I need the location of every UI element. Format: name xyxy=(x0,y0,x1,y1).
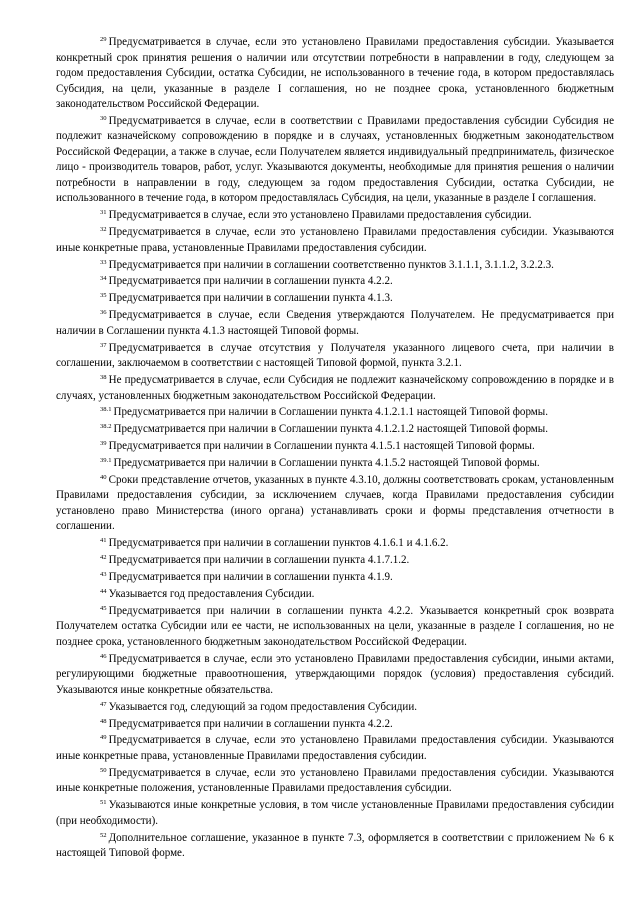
footnote-47 xyxy=(56,700,614,716)
footnote-text: Предусматривается в случае, если это установлено Правилами предоставления субсидии. Указываются иные конкретные положения, установленные Правилами предоставления субсидии. xyxy=(56,766,614,795)
footnote-37 xyxy=(56,341,614,372)
footnote-text: Предусматривается при наличии в соглашении пункта 4.1.7.1.2. xyxy=(108,554,410,567)
footnote-marker: 32 xyxy=(100,226,107,234)
footnote-text: Предусматривается при наличии в Соглашении пункта 4.1.5.1 настоящей Типовой формы. xyxy=(108,440,535,453)
footnote-marker: 49 xyxy=(100,734,107,742)
footnote-text: Предусматривается в случае, если Сведения утверждаются Получателем. Не предусматривается при наличии в Соглашении пункта 4.1.3 настоящей Типовой формы. xyxy=(56,309,614,337)
footnote-text: Предусматривается в случае, если это установлено Правилами предоставления субсидии. xyxy=(108,209,532,222)
footnote-text: Предусматривается при наличии в соглашении пункта 4.2.2. Указывается конкретный срок возврата Получателем остатка Субсидии или ее части, не использованных на цели, указанные в разделе I соглашения, но не позднее срока, установленного бюджетным законодательством Российской Федерации. xyxy=(56,604,614,648)
footnote-marker: 31 xyxy=(100,209,107,217)
footnote-33 xyxy=(56,258,614,274)
footnote-29 xyxy=(56,35,614,113)
footnote-text: Предусматривается в случае, если это установлено Правилами предоставления субсидии. Указывается конкретный срок принятия решения о наличии или отсутствии потребности в направлении в году, следующем за годом предоставления Субсидии, остатка Субсидии, не использованного в течение года, в котором предоставлялась Субсидия, на цели, указанные в разделе I соглашения, но не позднее срока, установленного бюджетным законодательством Российской Федерации. xyxy=(56,36,614,110)
footnote-marker: 51 xyxy=(100,799,107,807)
footnote-44 xyxy=(56,587,614,603)
footnote-marker: 52 xyxy=(100,831,107,839)
footnote-49 xyxy=(56,733,614,764)
footnote-marker: 36 xyxy=(100,309,107,317)
footnote-40 xyxy=(56,473,614,535)
footnote-text: Предусматривается в случае, если в соответствии с Правилами предоставления субсидии Субсидия не подлежит казначейскому сопровождению в порядке и в случаях, установленных бюджетным законодательством Российской Федерации, а также в случае, если Получателем является индивидуальный предприниматель, физическое лицо - производитель товаров, работ, услуг. Указываются документы, необходимые для принятия решения о наличии потребности в направлении в году, следующем за годом предоставления Субсидии, остатка Субсидии, не использованного в течение года, в котором предоставлялась Субсидия, на цели, указанные в разделе I соглашения. xyxy=(56,114,614,205)
footnote-32 xyxy=(56,225,614,256)
footnote-text: Сроки представление отчетов, указанных в пункте 4.3.10, должны соответствовать срокам, установленным Правилами предоставления субсидии, за исключением случаев, когда Правилами предоставления субсидии установлено право Министерства (иного органа) устанавливать сроки и формы представления отчетности в соглашении. xyxy=(56,473,614,533)
footnote-41 xyxy=(56,536,614,552)
footnote-text: Предусматривается в случае, если это установлено Правилами предоставления субсидии. Указываются иные конкретные права, установленные Правилами предоставления субсидии. xyxy=(56,226,614,254)
footnote-marker: 40 xyxy=(100,473,107,481)
footnote-38-2 xyxy=(56,422,614,438)
footnote-text: Предусматривается при наличии в соглашении пункта 4.2.2. xyxy=(108,275,393,288)
footnote-text: Предусматривается в случае, если это установлено Правилами предоставления субсидии, иными актами, регулирующими бюджетные правоотношения, утверждающими порядок (условия) предоставления субсидий. Указываются иные конкретные обязательства. xyxy=(56,652,614,696)
footnote-30 xyxy=(56,114,614,207)
footnote-text: Предусматривается в случае, если это установлено Правилами предоставления субсидии. Указываются иные конкретные права, установленные Правилами предоставления субсидии. xyxy=(56,734,614,762)
footnote-marker: 41 xyxy=(100,537,107,545)
footnote-marker: 38.1 xyxy=(100,406,112,414)
footnote-marker: 43 xyxy=(100,571,107,579)
footnote-text: Предусматривается при наличии в Соглашении пункта 4.1.2.1.2 настоящей Типовой формы. xyxy=(113,423,548,436)
footnote-marker: 38 xyxy=(100,374,107,382)
footnote-43 xyxy=(56,570,614,586)
footnote-marker: 39 xyxy=(100,440,107,448)
footnote-36 xyxy=(56,308,614,339)
footnote-text: Предусматривается при наличии в соглашении пункта 4.2.2. xyxy=(108,717,393,730)
footnote-text: Предусматривается при наличии в Соглашении пункта 4.1.5.2 настоящей Типовой формы. xyxy=(113,457,540,470)
footnote-46 xyxy=(56,652,614,699)
footnote-marker: 33 xyxy=(100,258,107,266)
footnote-text: Указывается год, следующий за годом предоставления Субсидии. xyxy=(108,700,418,713)
footnote-text: Дополнительное соглашение, указанное в пункте 7.3, оформляется в соответствии с приложением № 6 к настоящей Типовой форме. xyxy=(56,831,614,860)
footnote-text: Предусматривается при наличии в соглашении пункта 4.1.9. xyxy=(108,571,393,584)
footnote-marker: 44 xyxy=(100,588,107,596)
footnote-39 xyxy=(56,439,614,455)
footnote-52 xyxy=(56,831,614,862)
footnote-text: Предусматривается при наличии в соглашении соответственно пунктов 3.1.1.1, 3.1.1.2, 3.2.2.3. xyxy=(108,258,554,271)
footnote-marker: 45 xyxy=(100,604,107,612)
footnote-text: Предусматривается в случае отсутствия у Получателя указанного лицевого счета, при наличии в соглашении, заключаемом в соответствии с настоящей Типовой формой, пункта 3.2.1. xyxy=(56,341,614,370)
footnote-marker: 30 xyxy=(100,114,107,122)
footnote-text: Указывается год предоставления Субсидии. xyxy=(108,588,315,601)
footnote-marker: 34 xyxy=(100,275,107,283)
footnote-marker: 39.1 xyxy=(100,457,112,465)
footnote-45 xyxy=(56,604,614,651)
footnote-text: Указываются иные конкретные условия, в том числе установленные Правилами предоставления субсидии (при необходимости). xyxy=(56,799,614,827)
footnote-marker: 46 xyxy=(100,652,107,660)
footnote-marker: 37 xyxy=(100,341,107,349)
footnote-35 xyxy=(56,291,614,307)
footnote-34 xyxy=(56,274,614,290)
footnote-text: Предусматривается при наличии в соглашении пунктов 4.1.6.1 и 4.1.6.2. xyxy=(108,537,449,550)
footnote-marker: 38.2 xyxy=(100,423,112,431)
footnote-39-1 xyxy=(56,456,614,472)
footnote-31 xyxy=(56,208,614,224)
footnote-marker: 48 xyxy=(100,717,107,725)
footnote-text: Предусматривается при наличии в Соглашении пункта 4.1.2.1.1 настоящей Типовой формы. xyxy=(113,406,548,419)
footnote-text: Предусматривается при наличии в соглашении пункта 4.1.3. xyxy=(108,292,393,305)
footnote-38 xyxy=(56,373,614,404)
footnote-marker: 50 xyxy=(100,766,107,774)
footnote-marker: 47 xyxy=(100,700,107,708)
footnote-48 xyxy=(56,717,614,733)
footnote-50 xyxy=(56,766,614,797)
footnote-marker: 35 xyxy=(100,292,107,300)
footnote-42 xyxy=(56,553,614,569)
footnote-38-1 xyxy=(56,405,614,421)
footnote-text: Не предусматривается в случае, если Субсидия не подлежит казначейскому сопровождению в порядке и в случаях, установленных бюджетным законодательством Российской Федерации. xyxy=(56,374,614,402)
footnote-marker: 42 xyxy=(100,554,107,562)
footnote-51 xyxy=(56,798,614,829)
footnote-marker: 29 xyxy=(100,36,107,43)
